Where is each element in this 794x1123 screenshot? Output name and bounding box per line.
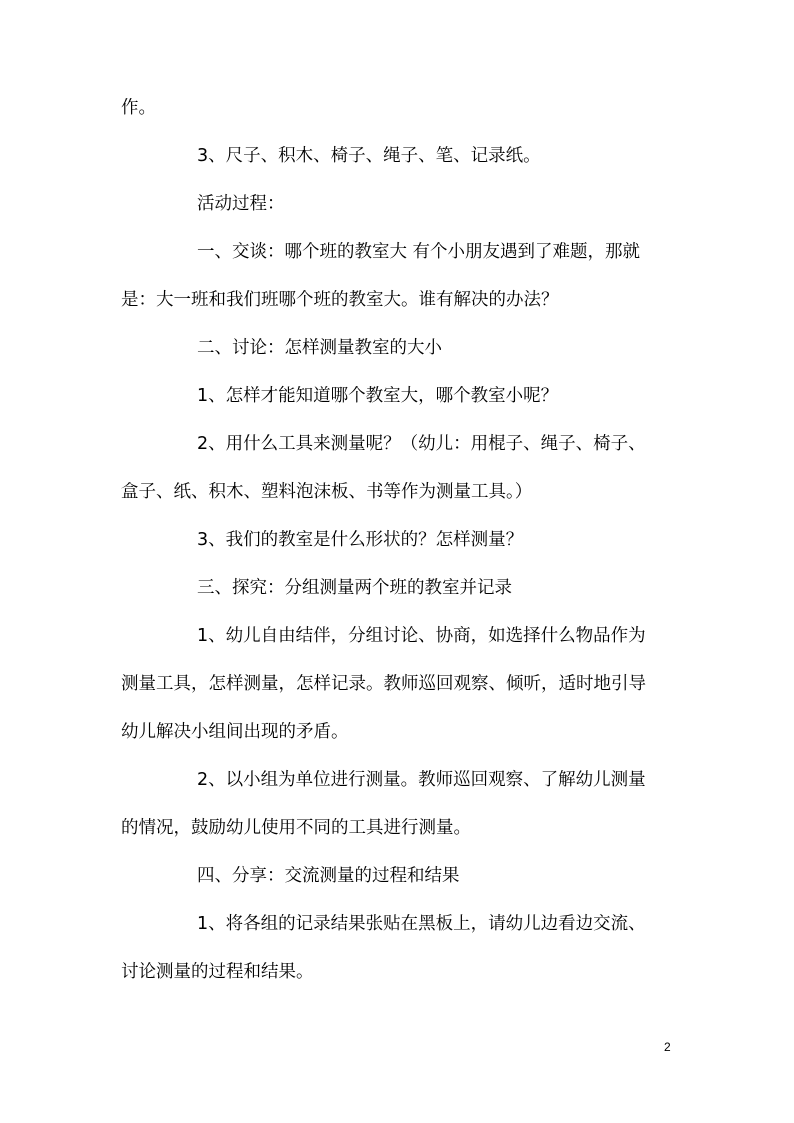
- step-2-item-2: 2、用什么工具来测量呢？（幼儿：用棍子、绳子、椅子、: [197, 434, 646, 454]
- paragraph-line-1: 作。: [121, 98, 156, 118]
- page-number: 2: [664, 1040, 671, 1054]
- step-3-item-2: 2、以小组为单位进行测量。教师巡回观察、了解幼儿测量: [197, 770, 646, 790]
- step-3-item-1-continuation-b: 幼儿解决小组间出现的矛盾。: [121, 722, 349, 742]
- step-2-heading: 二、讨论：怎样测量教室的大小: [197, 338, 442, 358]
- step-3-item-1: 1、幼儿自由结伴，分组讨论、协商，如选择什么物品作为: [197, 626, 646, 646]
- step-3-item-1-continuation-a: 测量工具，怎样测量，怎样记录。教师巡回观察、倾听，适时地引导: [121, 674, 646, 694]
- step-2-item-3: 3、我们的教室是什么形状的？怎样测量？: [197, 530, 524, 550]
- step-3-heading: 三、探究：分组测量两个班的教室并记录: [197, 578, 512, 598]
- step-4-item-1: 1、将各组的记录结果张贴在黑板上，请幼儿边看边交流、: [197, 914, 646, 934]
- step-2-item-2-continuation: 盒子、纸、积木、塑料泡沫板、书等作为测量工具。）: [121, 482, 533, 502]
- step-4-heading: 四、分享：交流测量的过程和结果: [197, 866, 460, 886]
- step-3-item-2-continuation: 的情况，鼓励幼儿使用不同的工具进行测量。: [121, 818, 471, 838]
- section-heading-process: 活动过程：: [197, 194, 285, 214]
- step-1-heading: 一、交谈：哪个班的教室大 有个小朋友遇到了难题，那就: [197, 242, 641, 262]
- materials-item-3: 3、尺子、积木、椅子、绳子、笔、记录纸。: [197, 146, 541, 166]
- step-4-item-1-continuation: 讨论测量的过程和结果。: [121, 962, 314, 982]
- step-1-continuation: 是：大一班和我们班哪个班的教室大。谁有解决的办法？: [121, 290, 559, 310]
- step-2-item-1: 1、怎样才能知道哪个教室大，哪个教室小呢？: [197, 386, 559, 406]
